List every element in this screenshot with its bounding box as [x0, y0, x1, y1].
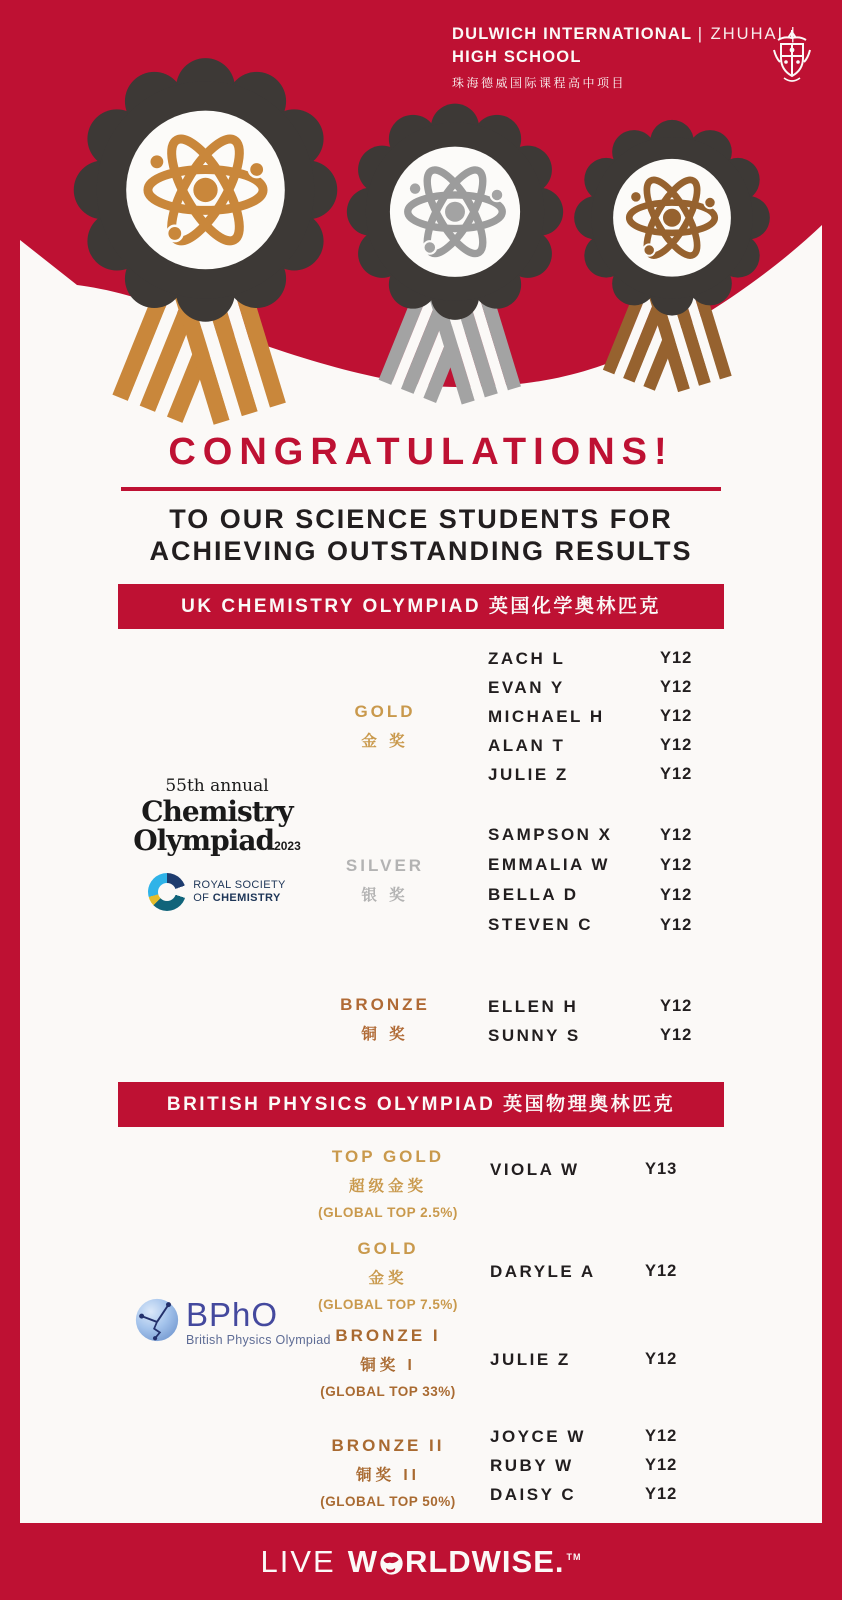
student-name: ALAN T: [488, 735, 566, 755]
student-row: [490, 1480, 677, 1509]
bpho-sphere-icon: [133, 1296, 181, 1344]
phys-gold-scope: (GLOBAL TOP 7.5%): [318, 1297, 458, 1312]
phys-bronze1-level: BRONZE I: [335, 1326, 441, 1345]
chem-gold-level: GOLD: [354, 702, 416, 721]
student-row: [488, 880, 692, 910]
phys-gold-students: [490, 1257, 677, 1286]
school-name-chinese: 珠海德威国际课程高中项目: [452, 76, 627, 90]
chem-silver-students: [488, 820, 692, 940]
student-name: STEVEN C: [488, 915, 594, 934]
student-year: Y12: [660, 855, 693, 874]
school-header: [452, 25, 797, 91]
student-row: [488, 644, 692, 673]
student-row: [490, 1451, 677, 1480]
rsc-c-icon: [148, 873, 186, 911]
student-year: Y12: [645, 1350, 678, 1368]
chem-bronze-level: BRONZE: [340, 995, 430, 1014]
student-row: [488, 850, 692, 880]
chem-gold-level-zh: 金 奖: [361, 733, 409, 750]
phys-bronze2-students: [490, 1422, 677, 1509]
student-year: Y12: [660, 997, 693, 1015]
student-row: [488, 1021, 692, 1050]
rsc-line2: OF CHEMISTRY: [193, 892, 281, 904]
student-name: EMMALIA W: [488, 855, 610, 874]
phys-topgold-level-zh: 超级金奖: [348, 1178, 427, 1195]
chem-bronze-label: [285, 995, 485, 1044]
chem-bronze-students: [488, 992, 692, 1050]
student-row: [488, 992, 692, 1021]
school-campus: | ZHUHAI |: [697, 25, 797, 43]
chem-gold-students: [488, 644, 692, 789]
student-row: [488, 760, 692, 789]
chem-logo-annual: 55th annual: [165, 776, 269, 796]
student-row: [490, 1345, 677, 1374]
student-name: MICHAEL H: [488, 706, 605, 726]
title-divider: [121, 487, 721, 491]
student-row: [488, 820, 692, 850]
student-year: Y12: [645, 1456, 678, 1474]
bpho-full-name: British Physics Olympiad: [186, 1333, 331, 1347]
student-year: Y12: [660, 707, 693, 725]
student-name: EVAN Y: [488, 677, 565, 697]
physics-section-banner: BRITISH PHYSICS OLYMPIAD 英国物理奥林匹克: [118, 1082, 724, 1127]
student-name: JOYCE W: [490, 1426, 586, 1446]
student-row: [490, 1155, 677, 1184]
phys-bronze2-level-zh: 铜奖 II: [356, 1467, 420, 1484]
school-name-line2: HIGH SCHOOL: [452, 48, 582, 66]
footer-band: [0, 1523, 842, 1600]
student-year: Y12: [660, 915, 693, 934]
phys-gold-level-zh: 金奖: [368, 1270, 408, 1287]
phys-bronze1-level-zh: 铜奖 I: [360, 1357, 416, 1374]
school-crest-icon: [768, 26, 816, 92]
phys-bronze2-level: BRONZE II: [331, 1436, 445, 1455]
student-year: Y12: [660, 649, 693, 667]
royal-society-of-chemistry-logo: [132, 873, 302, 911]
chem-logo-title-line2: Olympiad2023: [133, 824, 301, 857]
student-name: JULIE Z: [488, 764, 569, 784]
student-row: [488, 702, 692, 731]
student-name: JULIE Z: [490, 1349, 571, 1369]
student-year: Y12: [645, 1485, 678, 1503]
gold-rosette-atom: [52, 49, 359, 446]
chem-bronze-level-zh: 铜 奖: [361, 1026, 409, 1043]
student-row: [488, 910, 692, 940]
footer-worldwise: W RLDWISE. TM: [347, 1543, 582, 1579]
phys-topgold-level: TOP GOLD: [331, 1147, 445, 1166]
trademark-symbol: TM: [566, 1551, 582, 1562]
student-name: RUBY W: [490, 1455, 574, 1475]
student-name: SUNNY S: [488, 1025, 581, 1045]
phys-gold-level: GOLD: [357, 1239, 419, 1258]
student-name: BELLA D: [488, 885, 579, 904]
bpho-acronym: BPhO: [186, 1296, 279, 1333]
chem-logo-title-line1: Chemistry: [141, 795, 293, 828]
bronze-rosette-atom: [558, 113, 786, 408]
student-year: Y12: [660, 1026, 693, 1044]
chemistry-section-banner: UK CHEMISTRY OLYMPIAD 英国化学奥林匹克: [118, 584, 724, 629]
student-name: ZACH L: [488, 648, 566, 668]
student-row: [490, 1422, 677, 1451]
chem-silver-level-zh: 银 奖: [361, 887, 409, 904]
chem-silver-level: SILVER: [345, 856, 425, 875]
student-year: Y12: [660, 765, 693, 783]
school-name-line1: DULWICH INTERNATIONAL | ZHUHAI |: [452, 25, 797, 43]
chemistry-olympiad-logo: [132, 776, 302, 911]
student-row: [488, 673, 692, 702]
live-worldwise-wordmark: [260, 1544, 581, 1580]
silver-rosette-atom: [329, 96, 581, 422]
globe-icon: [379, 1551, 404, 1576]
chem-silver-label: [285, 856, 485, 905]
chem-logo-year: 2023: [274, 839, 301, 853]
phys-topgold-label: [288, 1147, 488, 1220]
phys-topgold-students: [490, 1155, 677, 1184]
student-name: ELLEN H: [488, 996, 579, 1016]
congratulations-title: CONGRATULATIONS!: [168, 431, 674, 473]
student-year: Y12: [660, 736, 693, 754]
subtitle-line2: ACHIEVING OUTSTANDING RESULTS: [149, 536, 693, 566]
phys-bronze1-students: [490, 1345, 677, 1374]
bpho-logo: [133, 1296, 331, 1347]
student-year: Y12: [645, 1262, 678, 1280]
student-row: [488, 731, 692, 760]
phys-topgold-scope: (GLOBAL TOP 2.5%): [318, 1205, 458, 1220]
student-year: Y13: [645, 1160, 678, 1178]
rsc-text: [193, 879, 286, 905]
student-name: DAISY C: [490, 1484, 577, 1504]
phys-bronze2-label: [288, 1436, 488, 1509]
phys-bronze2-scope: (GLOBAL TOP 50%): [320, 1494, 456, 1509]
subtitle-line1: TO OUR SCIENCE STUDENTS FOR: [169, 504, 673, 534]
student-name: SAMPSON X: [488, 825, 613, 844]
student-year: Y12: [660, 825, 693, 844]
chem-gold-label: [285, 702, 485, 751]
student-name: VIOLA W: [490, 1159, 580, 1179]
student-year: Y12: [645, 1427, 678, 1445]
student-row: [490, 1257, 677, 1286]
student-name: DARYLE A: [490, 1261, 596, 1281]
student-year: Y12: [660, 678, 693, 696]
footer-live: LIVE: [260, 1543, 336, 1579]
student-year: Y12: [660, 885, 693, 904]
bpho-text: [186, 1298, 331, 1347]
phys-bronze1-scope: (GLOBAL TOP 33%): [320, 1384, 456, 1399]
rsc-line1: ROYAL SOCIETY: [193, 879, 286, 891]
